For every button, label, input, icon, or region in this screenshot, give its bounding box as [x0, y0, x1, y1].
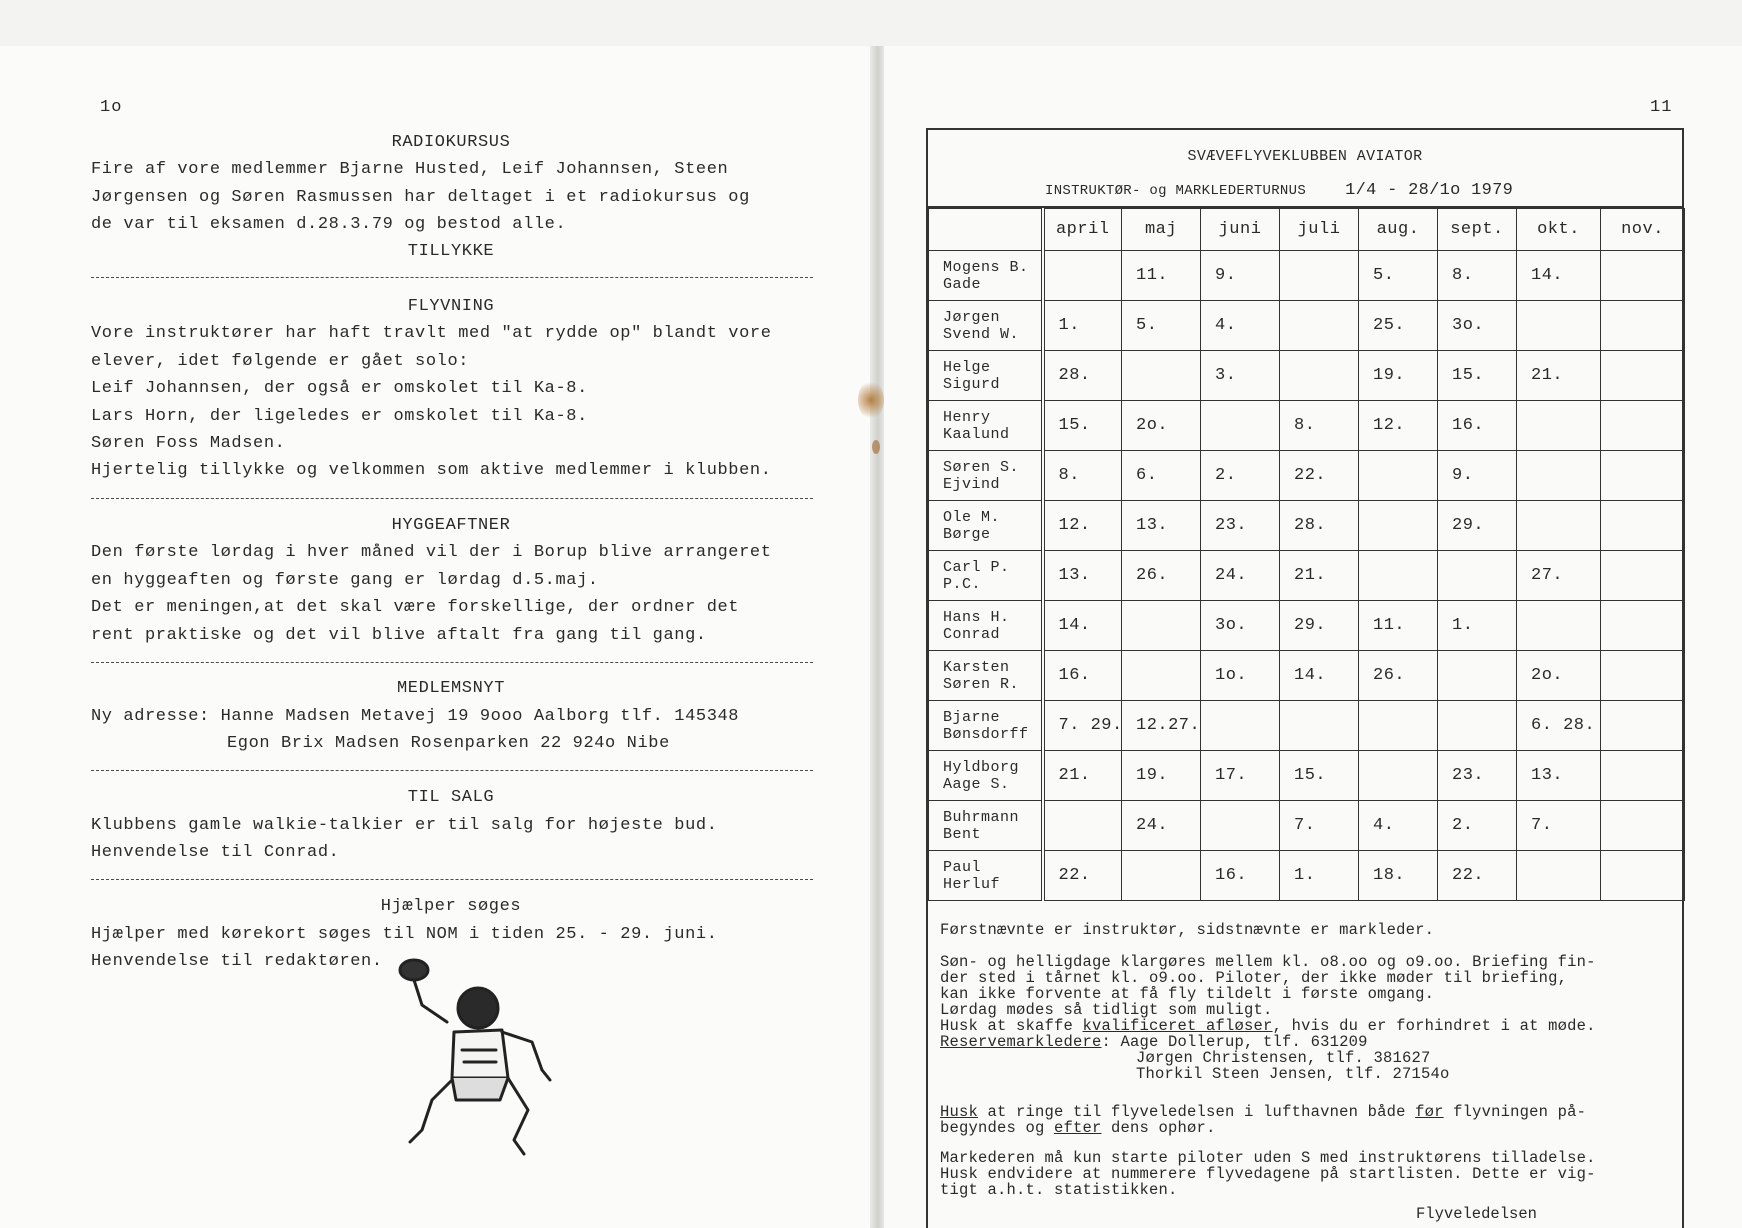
duty-date-cell: 3. [1201, 351, 1280, 401]
duty-date-cell: 21. [1043, 751, 1122, 801]
members-line: Ny adresse: Hanne Madsen Metavej 19 9ooo Aalborg tlf. 145348 [91, 707, 740, 726]
rota-period: 1/4 - 28/1o 1979 [1345, 181, 1514, 200]
pilot-pair-cell [929, 701, 1043, 751]
duty-date-cell: 14. [1517, 251, 1601, 301]
helper-line: Henvendelse til redaktøren. [91, 952, 383, 971]
duty-date-cell: 8. [1438, 251, 1517, 301]
cartoon-figure-illustration [392, 950, 572, 1170]
duty-date-cell: 6. [1122, 451, 1201, 501]
duty-date-cell: 2. [1201, 451, 1280, 501]
duty-date-cell [1438, 551, 1517, 601]
rota-row [929, 801, 1685, 851]
duty-date-cell [1280, 301, 1359, 351]
radio-course-line: de var til eksamen d.28.3.79 og bestod alle. [91, 215, 567, 234]
duty-date-cell: 21. [1517, 351, 1601, 401]
note-line: Markederen må kun starte piloter uden S med instruktørens tilladelse. [940, 1149, 1596, 1167]
note-underlined: før [1415, 1103, 1444, 1121]
duty-date-cell: 12. [1359, 401, 1438, 451]
note-text: at ringe til flyveledelsen i lufthavnen både [978, 1103, 1416, 1121]
sale-heading: TIL SALG [407, 788, 495, 807]
club-title: SVÆVEFLYVEKLUBBEN AVIATOR [1187, 148, 1423, 165]
rota-header [928, 130, 1682, 208]
note-underlined: Reservemarkledere [940, 1033, 1102, 1051]
duty-date-cell [1601, 501, 1685, 551]
duty-date-cell: 19. [1359, 351, 1438, 401]
duty-date-cell: 7. [1517, 801, 1601, 851]
pilot-pair-cell [929, 501, 1043, 551]
duty-date-cell: 7. [1280, 801, 1359, 851]
duty-date-cell: 4. [1359, 801, 1438, 851]
rota-row [929, 451, 1685, 501]
fieldmanager-name: P.C. [943, 575, 982, 593]
radio-course-line: Jørgensen og Søren Rasmussen har deltaget i et radiokursus og [91, 188, 750, 207]
instructor-name: Søren S. [943, 458, 1020, 476]
note-text: : Aage Dollerup, tlf. 631209 [1101, 1033, 1368, 1051]
duty-date-cell: 22. [1280, 451, 1359, 501]
duty-date-cell [1601, 851, 1685, 901]
social-line: Den første lørdag i hver måned vil der i Borup blive arrangeret [91, 543, 772, 562]
duty-date-cell [1601, 701, 1685, 751]
duty-date-cell: 7. 29. [1043, 701, 1122, 751]
duty-date-cell: 24. [1122, 801, 1201, 851]
dashed-divider [91, 662, 813, 663]
members-line: Egon Brix Madsen Rosenparken 22 924o Nibe [227, 734, 670, 753]
rota-row [929, 401, 1685, 451]
social-heading: HYGGEAFTNER [391, 516, 511, 535]
note-text: , hvis du er forhindret i at møde. [1272, 1017, 1596, 1035]
duty-date-cell: 4. [1201, 301, 1280, 351]
month-header: sept. [1438, 209, 1517, 251]
instructor-name: Carl P. [943, 558, 1010, 576]
flight-heading: FLYVNING [407, 297, 495, 316]
right-page-number: 11 [1650, 98, 1673, 117]
duty-date-cell: 5. [1122, 301, 1201, 351]
note-line [940, 1120, 1216, 1136]
duty-date-cell: 26. [1122, 551, 1201, 601]
duty-date-cell [1201, 401, 1280, 451]
duty-date-cell: 27. [1517, 551, 1601, 601]
note-line [940, 1018, 1596, 1034]
note-text: Husk at skaffe [940, 1017, 1083, 1035]
duty-date-cell: 12.27. [1122, 701, 1201, 751]
duty-date-cell [1517, 451, 1601, 501]
duty-date-cell [1359, 551, 1438, 601]
helper-line: Hjælper med kørekort søges til NOM i tiden 25. - 29. juni. [91, 925, 718, 944]
rota-row [929, 351, 1685, 401]
rota-subtitle [1045, 181, 1513, 200]
duty-date-cell: 1. [1280, 851, 1359, 901]
duty-date-cell: 19. [1122, 751, 1201, 801]
duty-date-cell [1517, 301, 1601, 351]
members-heading: MEDLEMSNYT [396, 679, 506, 698]
pilot-pair-cell [929, 651, 1043, 701]
rota-row [929, 701, 1685, 751]
social-line: rent praktiske og det vil blive aftalt fra gang til gang. [91, 626, 707, 645]
signature: Flyveledelsen [1416, 1205, 1537, 1223]
congrats-text: TILLYKKE [407, 242, 495, 261]
duty-date-cell: 22. [1043, 851, 1122, 901]
fieldmanager-name: Aage S. [943, 775, 1010, 793]
dashed-divider [91, 879, 813, 880]
note-text: begyndes og [940, 1119, 1055, 1137]
duty-date-cell: 1o. [1201, 651, 1280, 701]
duty-date-cell [1280, 251, 1359, 301]
note-line: Jørgen Christensen, tlf. 381627 [1136, 1049, 1431, 1067]
note-line [940, 1104, 1586, 1120]
note-text: dens ophør. [1101, 1119, 1216, 1137]
duty-date-cell: 13. [1517, 751, 1601, 801]
duty-date-cell: 9. [1438, 451, 1517, 501]
duty-date-cell: 16. [1438, 401, 1517, 451]
fieldmanager-name: Conrad [943, 625, 1001, 643]
duty-date-cell [1601, 801, 1685, 851]
month-header: juni [1201, 209, 1280, 251]
instructor-rota-table [928, 208, 1685, 901]
duty-date-cell: 8. [1280, 401, 1359, 451]
dashed-divider [91, 277, 813, 278]
duty-date-cell [1359, 701, 1438, 751]
flight-line: Søren Foss Madsen. [91, 434, 286, 453]
month-header: april [1043, 209, 1122, 251]
instructor-name: Hyldborg [943, 758, 1020, 776]
note-line: kan ikke forvente at få fly tildelt i første omgang. [940, 985, 1435, 1003]
paper-stain-small [872, 440, 880, 454]
duty-date-cell [1201, 801, 1280, 851]
note-line: Førstnævnte er instruktør, sidstnævnte er markleder. [940, 921, 1435, 939]
duty-date-cell: 9. [1201, 251, 1280, 301]
note-underlined: Husk [940, 1103, 979, 1121]
duty-date-cell: 15. [1280, 751, 1359, 801]
note-line [940, 1034, 1368, 1050]
flight-line: Hjertelig tillykke og velkommen som aktive medlemmer i klubben. [91, 461, 772, 480]
helper-heading: Hjælper søges [380, 897, 522, 916]
page-gutter [870, 46, 884, 1228]
duty-date-cell [1122, 351, 1201, 401]
fieldmanager-name: Ejvind [943, 475, 1001, 493]
pilot-pair-cell [929, 451, 1043, 501]
duty-date-cell: 2. [1438, 801, 1517, 851]
duty-date-cell: 23. [1438, 751, 1517, 801]
pilot-pair-cell [929, 301, 1043, 351]
month-header: maj [1122, 209, 1201, 251]
social-line: Det er meningen,at det skal være forskellige, der ordner det [91, 598, 740, 617]
duty-date-cell: 6. 28. [1517, 701, 1601, 751]
duty-date-cell: 3o. [1438, 301, 1517, 351]
pilot-pair-cell [929, 851, 1043, 901]
duty-date-cell [1601, 651, 1685, 701]
duty-date-cell: 2o. [1122, 401, 1201, 451]
sale-line: Henvendelse til Conrad. [91, 843, 340, 862]
note-line: Lørdag mødes så tidligt som muligt. [940, 1001, 1273, 1019]
pilot-pair-cell [929, 551, 1043, 601]
instructor-name: Karsten [943, 658, 1010, 676]
duty-date-cell [1043, 801, 1122, 851]
pilot-pair-cell [929, 751, 1043, 801]
duty-date-cell: 1. [1438, 601, 1517, 651]
note-line: Thorkil Steen Jensen, tlf. 27154o [1136, 1065, 1450, 1083]
note-underlined: efter [1054, 1119, 1102, 1137]
rota-row [929, 601, 1685, 651]
duty-date-cell [1201, 701, 1280, 751]
pilot-pair-cell [929, 251, 1043, 301]
duty-date-cell [1122, 851, 1201, 901]
note-line: Søn- og helligdage klargøres mellem kl. o8.oo og o9.oo. Briefing fin- [940, 953, 1596, 971]
duty-date-cell: 1. [1043, 301, 1122, 351]
dashed-divider [91, 498, 813, 499]
duty-date-cell: 11. [1359, 601, 1438, 651]
duty-date-cell: 14. [1280, 651, 1359, 701]
duty-date-cell: 16. [1201, 851, 1280, 901]
duty-date-cell: 23. [1201, 501, 1280, 551]
duty-date-cell [1280, 351, 1359, 401]
duty-date-cell: 29. [1280, 601, 1359, 651]
duty-date-cell: 5. [1359, 251, 1438, 301]
duty-date-cell [1601, 451, 1685, 501]
duty-date-cell [1601, 751, 1685, 801]
instructor-name: Helge [943, 358, 991, 376]
rota-row [929, 501, 1685, 551]
duty-date-cell [1043, 251, 1122, 301]
pilot-pair-cell [929, 801, 1043, 851]
pilot-pair-cell [929, 601, 1043, 651]
fieldmanager-name: Gade [943, 275, 982, 293]
left-page-number: 1o [100, 98, 123, 117]
fieldmanager-name: Søren R. [943, 675, 1020, 693]
instructor-name: Ole M. [943, 508, 1001, 526]
duty-date-cell: 24. [1201, 551, 1280, 601]
duty-date-cell [1601, 351, 1685, 401]
duty-date-cell [1601, 401, 1685, 451]
duty-date-cell: 28. [1043, 351, 1122, 401]
pilot-pair-cell [929, 351, 1043, 401]
duty-date-cell [1601, 251, 1685, 301]
duty-date-cell: 29. [1438, 501, 1517, 551]
paper-stain [858, 380, 884, 420]
month-header-row [929, 209, 1685, 251]
note-line: der sted i tårnet kl. o9.oo. Piloter, der ikke møder til briefing, [940, 969, 1568, 987]
dashed-divider [91, 770, 813, 771]
instructor-name: Buhrmann [943, 808, 1020, 826]
sale-line: Klubbens gamle walkie-talkier er til salg for højeste bud. [91, 816, 718, 835]
rota-row [929, 851, 1685, 901]
fieldmanager-name: Kaalund [943, 425, 1010, 443]
duty-date-cell [1122, 651, 1201, 701]
duty-date-cell [1601, 551, 1685, 601]
radio-course-line: Fire af vore medlemmer Bjarne Husted, Leif Johannsen, Steen [91, 160, 729, 179]
duty-date-cell: 3o. [1201, 601, 1280, 651]
month-header: juli [1280, 209, 1359, 251]
duty-date-cell [1122, 601, 1201, 651]
duty-date-cell: 12. [1043, 501, 1122, 551]
note-text: flyvningen på- [1443, 1103, 1587, 1121]
duty-date-cell [1601, 601, 1685, 651]
duty-date-cell: 13. [1122, 501, 1201, 551]
duty-date-cell [1517, 401, 1601, 451]
name-header-cell [929, 209, 1043, 251]
duty-date-cell: 15. [1043, 401, 1122, 451]
flight-line: Lars Horn, der ligeledes er omskolet til Ka-8. [91, 407, 588, 426]
duty-date-cell: 2o. [1517, 651, 1601, 701]
duty-date-cell: 26. [1359, 651, 1438, 701]
instructor-name: Henry [943, 408, 991, 426]
pilot-pair-cell [929, 401, 1043, 451]
duty-date-cell [1359, 451, 1438, 501]
duty-date-cell [1438, 701, 1517, 751]
duty-date-cell: 22. [1438, 851, 1517, 901]
duty-date-cell: 17. [1201, 751, 1280, 801]
duty-date-cell [1280, 701, 1359, 751]
duty-date-cell: 18. [1359, 851, 1438, 901]
month-header: okt. [1517, 209, 1601, 251]
duty-date-cell [1517, 851, 1601, 901]
month-header: nov. [1601, 209, 1685, 251]
duty-date-cell: 15. [1438, 351, 1517, 401]
duty-date-cell: 25. [1359, 301, 1438, 351]
note-underlined: kvalificeret afløser [1082, 1017, 1273, 1035]
fieldmanager-name: Herluf [943, 875, 1001, 893]
rota-row [929, 301, 1685, 351]
radio-course-heading: RADIOKURSUS [391, 133, 511, 152]
duty-date-cell [1359, 501, 1438, 551]
duty-date-cell: 13. [1043, 551, 1122, 601]
fieldmanager-name: Sigurd [943, 375, 1001, 393]
month-header: aug. [1359, 209, 1438, 251]
instructor-name: Paul [943, 858, 982, 876]
duty-date-cell [1517, 501, 1601, 551]
rota-row [929, 651, 1685, 701]
instructor-name: Bjarne [943, 708, 1001, 726]
social-line: en hyggeaften og første gang er lørdag d.5.maj. [91, 571, 599, 590]
rota-row [929, 551, 1685, 601]
instructor-name: Mogens B. [943, 258, 1029, 276]
rota-row [929, 251, 1685, 301]
duty-date-cell [1359, 751, 1438, 801]
duty-date-cell [1517, 601, 1601, 651]
fieldmanager-name: Børge [943, 525, 991, 543]
duty-date-cell [1601, 301, 1685, 351]
duty-date-cell: 16. [1043, 651, 1122, 701]
instructor-name: Jørgen [943, 308, 1001, 326]
duty-date-cell: 14. [1043, 601, 1122, 651]
note-line: tigt a.h.t. statistikken. [940, 1181, 1178, 1199]
instructor-name: Hans H. [943, 608, 1010, 626]
duty-date-cell: 28. [1280, 501, 1359, 551]
flight-line: Leif Johannsen, der også er omskolet til Ka-8. [91, 379, 588, 398]
duty-date-cell: 8. [1043, 451, 1122, 501]
duty-date-cell [1438, 651, 1517, 701]
fieldmanager-name: Bønsdorff [943, 725, 1029, 743]
flight-line: elever, idet følgende er gået solo: [91, 352, 470, 371]
duty-date-cell: 11. [1122, 251, 1201, 301]
rota-row [929, 751, 1685, 801]
rota-subtitle-label: INSTRUKTØR- og MARKLEDERTURNUS [1045, 183, 1307, 199]
fieldmanager-name: Bent [943, 825, 982, 843]
fieldmanager-name: Svend W. [943, 325, 1020, 343]
note-line: Husk endvidere at nummerere flyvedagene på startlisten. Dette er vig- [940, 1165, 1596, 1183]
flight-line: Vore instruktører har haft travlt med "at rydde op" blandt vore [91, 324, 772, 343]
duty-date-cell: 21. [1280, 551, 1359, 601]
